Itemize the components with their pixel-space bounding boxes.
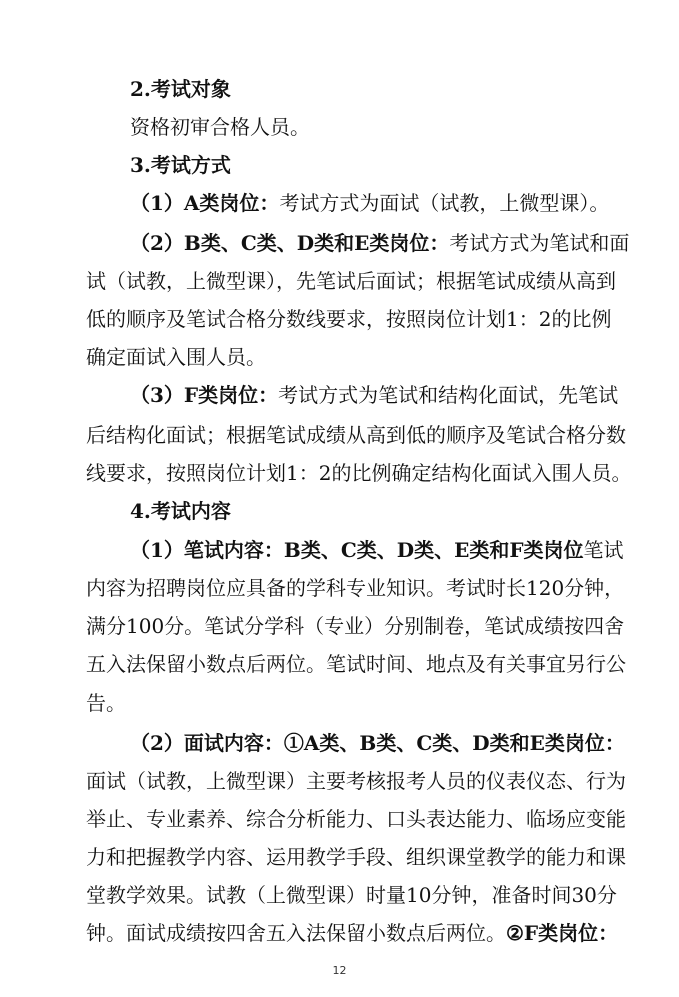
page-number: 12 bbox=[332, 964, 347, 977]
paragraph-line: 面试（试教，上微型课）主要考核报考人员的仪表仪态、行为 bbox=[86, 769, 626, 793]
paragraph-line: 确定面试入围人员。 bbox=[86, 345, 266, 369]
item-text: 笔试 bbox=[583, 538, 624, 562]
paragraph-line: 告。 bbox=[86, 691, 126, 715]
paragraph-line: 堂教学效果。试教（上微型课）时量10分钟，准备时间30分 bbox=[86, 883, 617, 907]
item-label: （2）B类、C类、D类和E类岗位： bbox=[130, 231, 450, 255]
section-heading-exam-method: 3.考试方式 bbox=[130, 153, 231, 177]
item-text: 考试方式为面试（试教，上微型课）。 bbox=[279, 191, 610, 215]
item-text: 考试方式为笔试和结构化面试，先笔试 bbox=[278, 383, 619, 407]
item-label: （2）面试内容：①A类、B类、C类、D类和E类岗位： bbox=[130, 731, 625, 755]
paragraph-line: 内容为招聘岗位应具备的学科专业知识。考试时长120分钟， bbox=[86, 576, 625, 600]
paragraph-line: 举止、专业素养、综合分析能力、口头表达能力、临场应变能 bbox=[86, 807, 626, 831]
paragraph-line: 资格初审合格人员。 bbox=[130, 115, 310, 139]
paragraph-line: 后结构化面试；根据笔试成绩从高到低的顺序及笔试合格分数 bbox=[86, 423, 626, 447]
item-label: （1）A类岗位： bbox=[130, 191, 280, 215]
item-label: （3）F类岗位： bbox=[130, 383, 279, 407]
paragraph-line bbox=[130, 228, 634, 258]
paragraph-line: 低的顺序及笔试合格分数线要求，按照岗位计划1：2的比例 bbox=[86, 307, 612, 331]
item-text: 钟。面试成绩按四舍五入法保留小数点后两位。 bbox=[86, 921, 506, 945]
paragraph-line bbox=[130, 188, 634, 218]
paragraph-line: 线要求，按照岗位计划1：2的比例确定结构化面试入围人员。 bbox=[86, 461, 632, 485]
item-label: ②F类岗位： bbox=[506, 921, 619, 945]
paragraph-line bbox=[86, 918, 634, 948]
paragraph-line bbox=[130, 728, 634, 758]
item-label: （1）笔试内容：B类、C类、D类、E类和F类岗位 bbox=[130, 538, 584, 562]
paragraph-line: 满分100分。笔试分学科（专业）分别制卷，笔试成绩按四舍 bbox=[86, 614, 625, 638]
paragraph-line: 试（试教，上微型课），先笔试后面试；根据笔试成绩从高到 bbox=[86, 269, 616, 293]
paragraph-line bbox=[130, 380, 634, 410]
item-text: 考试方式为笔试和面 bbox=[449, 231, 630, 255]
section-heading-exam-target: 2.考试对象 bbox=[130, 77, 231, 101]
paragraph-line: 五入法保留小数点后两位。笔试时间、地点及有关事宜另行公 bbox=[86, 652, 626, 676]
paragraph-line: 力和把握教学内容、运用教学手段、组织课堂教学的能力和课 bbox=[86, 845, 626, 869]
paragraph-line bbox=[130, 535, 634, 565]
section-heading-exam-content: 4.考试内容 bbox=[130, 499, 231, 523]
